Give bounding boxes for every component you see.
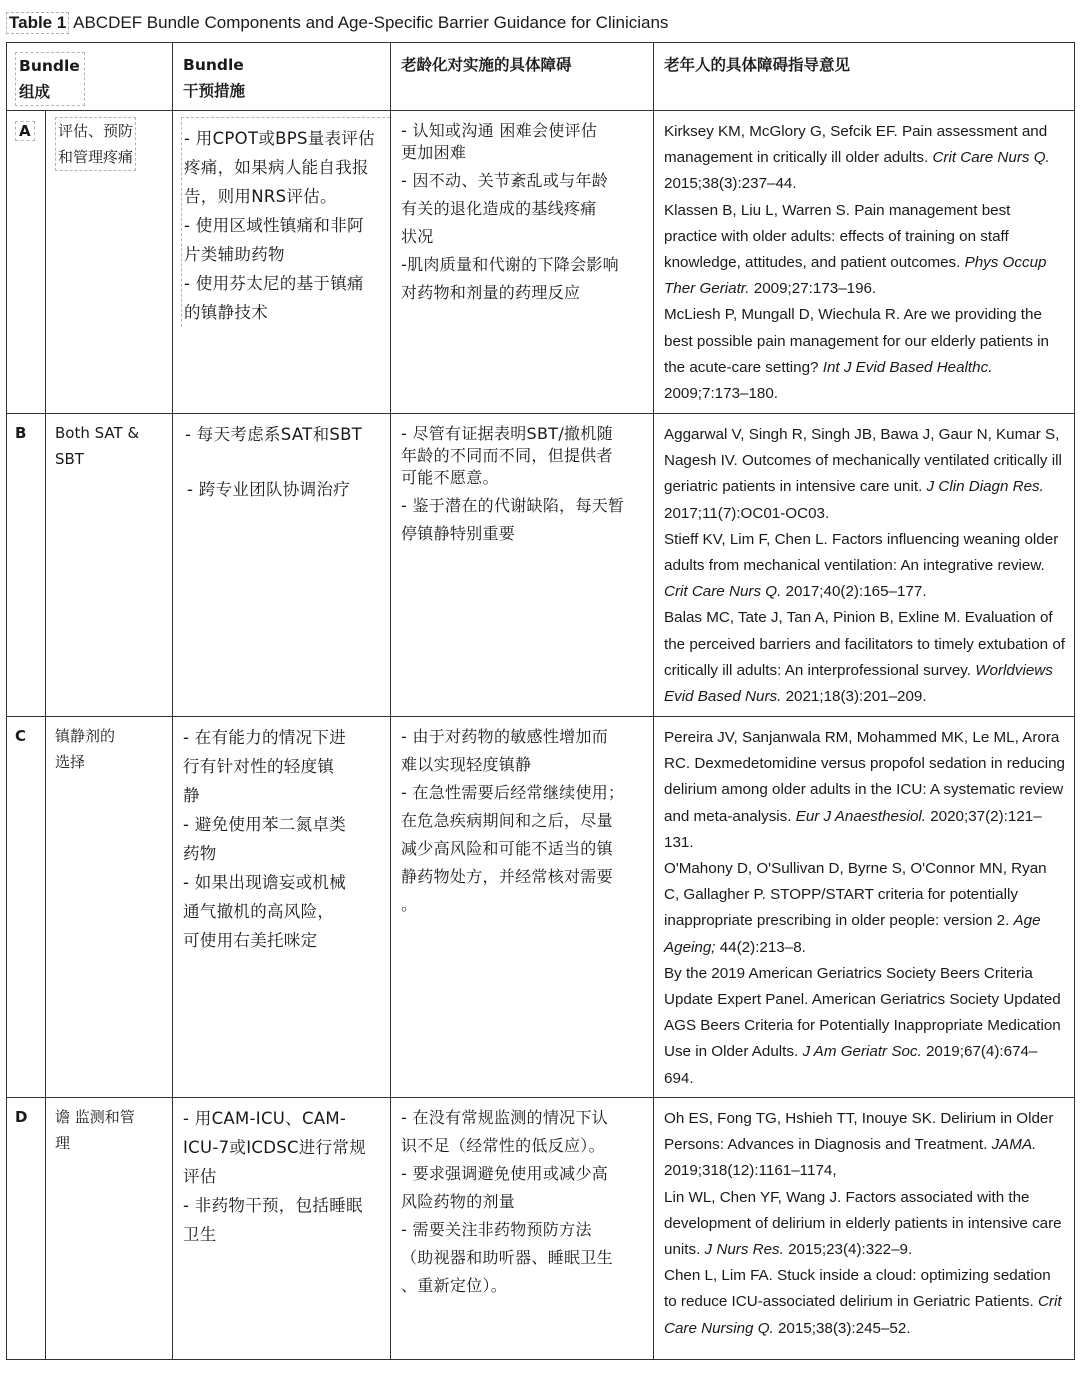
reference-cell (654, 414, 1075, 717)
component-line: 镇静剂的 (55, 727, 116, 745)
bundle-table (6, 42, 1075, 1360)
component-line: 和管理疼痛 (58, 148, 134, 166)
reference-citation: 44(2):213–8. (715, 938, 806, 956)
reference-item (664, 302, 1066, 407)
intervention-line: 卫生 (183, 1225, 217, 1244)
intervention-line (183, 449, 382, 475)
intervention-cell (173, 111, 391, 414)
component-name-box (55, 1104, 166, 1156)
row-letter (7, 111, 45, 141)
reference-citation: 2021;18(3):201–209. (781, 688, 927, 706)
intervention-line: - 避免使用苯二氮卓类 (183, 815, 346, 834)
intervention-line: - 每天考虑系SAT和SBT (185, 425, 363, 444)
header-barriers: 老龄化对实施的具体障碍 (391, 43, 654, 111)
component-line: 谵 监测和管 (55, 1108, 135, 1126)
barrier-line: 风险药物的剂量 (401, 1192, 516, 1211)
reference-citation: 2019;67(4):674–694. (664, 1043, 1038, 1087)
barrier-line: 对药物和剂量的药理反应 (401, 283, 581, 302)
barrier-list (391, 111, 653, 307)
intervention-line: ICU-7或ICDSC进行常规 (183, 1138, 367, 1157)
table-caption: ABCDEF Bundle Components and Age-Specific Barrier Guidance for Clinicians (73, 13, 669, 32)
reference-text: O'Mahony D, O'Sullivan D, Byrne S, O'Connor MN, Ryan C, Gallagher P. STOPP/START criteria for potentially inappropriate prescribing in older people: version 2. (664, 860, 1047, 930)
header-row (7, 43, 1075, 111)
intervention-line: - 跨专业团队协调治疗 (187, 480, 350, 499)
reference-item (664, 527, 1066, 606)
reference-list (654, 717, 1074, 1092)
header-component-line1: Bundle (19, 57, 80, 75)
barrier-cell (391, 111, 654, 414)
table-row (7, 414, 1075, 717)
component-name (45, 717, 172, 775)
component-line: 评估、预防 (58, 122, 134, 140)
barrier-line: - 在急性需要后经常继续使用； (401, 783, 625, 802)
header-intervention-line1: Bundle (183, 56, 244, 74)
reference-list (654, 1098, 1074, 1342)
barrier-list (391, 414, 653, 548)
reference-text: Lin WL, Chen YF, Wang J. Factors associated with the development of delirium in elderly patients in intensive care units. (664, 1188, 1062, 1259)
reference-text: Kirksey KM, McGlory G, Sefcik EF. Pain assessment and management in critically ill older adults. (664, 123, 1048, 167)
barrier-line: - 因不动、关节紊乱或与年龄 (401, 171, 609, 190)
barrier-line: 更加困难 (401, 143, 467, 162)
row-letter-wrap (7, 414, 46, 716)
component-name-box (55, 117, 136, 171)
component-line: 理 (55, 1134, 71, 1152)
component-line: SBT (55, 450, 84, 468)
row-letter (7, 717, 45, 745)
component-line: 选择 (55, 753, 86, 771)
row-letter-wrap (7, 1098, 46, 1359)
barrier-line: 、重新定位）。 (401, 1276, 508, 1295)
barrier-line: 难以实现轻度镇静 (401, 755, 532, 774)
row-letter (7, 414, 45, 442)
intervention-line: 片类辅助药物 (184, 245, 285, 264)
reference-text: Pereira JV, Sanjanwala RM, Mohammed MK, Le ML, Arora RC. Dexmedetomidine versus propofol sedation in reducing delirium among older adults in the ICU: A systematic review and meta-analysis. (664, 729, 1065, 825)
intervention-cell (173, 414, 391, 717)
reference-cell (654, 1098, 1075, 1360)
reference-citation: 2020;37(2):121–131. (664, 807, 1042, 851)
barrier-line: -肌肉质量和代谢的下降会影响 (401, 255, 619, 274)
reference-citation: 2015;23(4):322–9. (783, 1241, 913, 1259)
row-letter-text: A (15, 121, 35, 141)
intervention-line: - 如果出现谵妄或机械 (183, 873, 346, 892)
component-name (45, 414, 172, 472)
component-cell (7, 1098, 173, 1360)
reference-citation: 2017;40(2):165–177. (781, 583, 927, 601)
barrier-line: 在危急疾病期间和之后，尽量 (401, 811, 613, 830)
intervention-line: 静 (183, 786, 200, 805)
reference-journal: Crit Care Nurs Q. (664, 583, 782, 601)
reference-item (664, 198, 1066, 303)
reference-text: Klassen B, Liu L, Warren S. Pain management best practice with older adults: effects of training on staff knowledge, attitudes, and patient outcomes. (664, 201, 1011, 272)
reference-item (664, 961, 1066, 1092)
reference-item (664, 856, 1066, 961)
reference-cell (654, 717, 1075, 1098)
reference-citation: 2019;318(12):1161–1174, (664, 1162, 837, 1180)
component-name-box (55, 420, 166, 472)
reference-item (664, 422, 1066, 527)
intervention-list (173, 717, 390, 955)
table-label-box (6, 12, 69, 34)
reference-text: Aggarwal V, Singh R, Singh JB, Bawa J, Gaur N, Kumar S, Nagesh IV. Outcomes of mechanically ventilated critically ill geriatric patients in intensive care unit. (664, 426, 1062, 496)
reference-item (664, 119, 1066, 198)
intervention-line: - 用CPOT或BPS量表评估 (184, 129, 375, 148)
reference-journal: Eur J Anaesthesiol. (795, 807, 926, 825)
component-cell (7, 111, 173, 414)
barrier-line: - 在没有常规监测的情况下认 (401, 1108, 609, 1127)
reference-cell (654, 111, 1075, 414)
reference-item (664, 1263, 1066, 1342)
intervention-line: 通气撤机的高风险， (183, 902, 335, 921)
reference-item (664, 605, 1066, 710)
intervention-line: 的镇静技术 (184, 303, 268, 322)
barrier-line: 状况 (401, 227, 434, 246)
component-name (45, 1098, 172, 1156)
reference-journal: JAMA. (991, 1136, 1037, 1154)
row-letter-text: B (15, 424, 27, 442)
table-row (7, 717, 1075, 1098)
reference-text: Stieff KV, Lim F, Chen L. Factors influencing weaning older adults from mechanical ventilation: An integrative review. (664, 530, 1059, 575)
reference-journal: Phys Occup Ther Geriatr. (664, 254, 1047, 298)
intervention-line: 告，则用NRS评估。 (184, 187, 337, 206)
header-intervention (173, 43, 391, 111)
intervention-line: 药物 (183, 844, 217, 863)
barrier-line: - 鉴于潜在的代谢缺陷，每天暂 (401, 496, 625, 515)
row-letter-text: D (15, 1108, 28, 1126)
intervention-list (181, 117, 390, 327)
reference-list (654, 111, 1074, 407)
row-letter-wrap (7, 717, 46, 1097)
barrier-cell (391, 414, 654, 717)
row-letter (7, 1098, 45, 1126)
reference-journal: J Clin Diagn Res. (926, 478, 1044, 496)
reference-journal: Worldviews Evid Based Nurs. (664, 661, 1053, 706)
barrier-line: - 需要关注非药物预防方法 (401, 1220, 592, 1239)
reference-list (654, 414, 1074, 710)
component-cell (7, 414, 173, 717)
header-guidance: 老年人的具体障碍指导意见 (654, 43, 1075, 111)
reference-journal: J Am Geriatr Soc. (802, 1043, 922, 1061)
header-component-box (15, 52, 85, 106)
barrier-line: 静药物处方，并经常核对需要 (401, 867, 613, 886)
reference-item (664, 1185, 1066, 1264)
barrier-list (391, 1098, 653, 1300)
barrier-line: 有关的退化造成的基线疼痛 (401, 199, 597, 218)
barrier-line: 可能不愿意。 (401, 468, 499, 487)
barrier-cell (391, 717, 654, 1098)
table-label: Table 1 (9, 13, 67, 32)
row-letter-text: C (15, 727, 27, 745)
table-title (6, 12, 668, 34)
barrier-line: - 认知或沟通 困难会使评估 (401, 121, 598, 140)
intervention-line: - 非药物干预，包括睡眠 (183, 1196, 363, 1215)
barrier-line: - 由于对药物的敏感性增加而 (401, 727, 609, 746)
reference-citation: 2015;38(3):237–44. (664, 175, 797, 193)
reference-citation: 2017;11(7):OC01-OC03. (664, 504, 830, 522)
intervention-list (173, 1098, 390, 1249)
intervention-line: - 用CAM-ICU、CAM- (183, 1109, 347, 1128)
reference-journal: Age Ageing; (664, 912, 1041, 956)
header-intervention-line2: 干预措施 (183, 82, 246, 100)
intervention-cell (173, 717, 391, 1098)
barrier-line: - 要求强调避免使用或减少高 (401, 1164, 609, 1183)
component-name (45, 111, 172, 171)
component-line: Both SAT & (55, 424, 140, 442)
reference-item (664, 725, 1066, 856)
reference-citation: 2015;38(3):245–52. (773, 1319, 911, 1337)
reference-text: By the 2019 American Geriatrics Society Beers Criteria Update Expert Panel. American Geriatrics Society Updated AGS Beers Criteria for Potentially Inappropriate Medication Use in Older Adults. (664, 964, 1061, 1061)
barrier-line: 。 (401, 895, 418, 914)
intervention-line: 可使用右美托咪定 (183, 931, 318, 950)
barrier-line: - 尽管有证据表明SBT/撤机随 (401, 424, 613, 443)
reference-citation: 2009;7:173–180. (664, 385, 779, 403)
barrier-cell (391, 1098, 654, 1360)
intervention-line: 疼痛，如果病人能自我报 (184, 158, 369, 177)
intervention-list (173, 414, 390, 504)
reference-text: Chen L, Lim FA. Stuck inside a cloud: optimizing sedation to reduce ICU-associated delirium in Geriatric Patients. (664, 1267, 1051, 1311)
barrier-line: 停镇静特别重要 (401, 524, 516, 543)
component-cell (7, 717, 173, 1098)
intervention-line: - 使用芬太尼的基于镇痛 (184, 274, 364, 293)
reference-item (664, 1106, 1066, 1185)
intervention-line: - 使用区域性镇痛和非阿 (184, 216, 364, 235)
component-name-box (55, 723, 166, 775)
intervention-line: 行有针对性的轻度镇 (183, 757, 335, 776)
reference-text: Oh ES, Fong TG, Hshieh TT, Inouye SK. Delirium in Older Persons: Advances in Diagnosis and Treatment. (664, 1110, 1054, 1154)
reference-text: McLiesh P, Mungall D, Wiechula R. Are we providing the best possible pain management for our elderly patients in the acute-care setting? (664, 306, 1049, 376)
barrier-line: 减少高风险和可能不适当的镇 (401, 839, 613, 858)
reference-journal: J Nurs Res. (704, 1241, 784, 1259)
table-row (7, 111, 1075, 414)
reference-journal: Crit Care Nurs Q. (932, 149, 1050, 167)
table-row (7, 1098, 1075, 1360)
intervention-cell (173, 1098, 391, 1360)
barrier-line: 识不足（经常性的低反应）。 (401, 1136, 605, 1155)
reference-text: Balas MC, Tate J, Tan A, Pinion B, Exline M. Evaluation of the perceived barriers and facilitators to timely extubation of critically ill adults: An interprofessional survey. (664, 609, 1065, 679)
reference-journal: Int J Evid Based Healthc. (822, 358, 993, 376)
barrier-list (391, 717, 653, 919)
barrier-line: （助视器和助听器、睡眠卫生 (401, 1248, 613, 1267)
barrier-line: 年龄的不同而不同，但提供者 (401, 446, 613, 465)
intervention-line: - 在有能力的情况下进 (183, 728, 346, 747)
reference-journal: Crit Care Nursing Q. (664, 1293, 1062, 1337)
header-component-line2: 组成 (19, 83, 51, 101)
header-component (7, 43, 173, 111)
reference-citation: 2009;27:173–196. (749, 280, 877, 298)
intervention-line: 评估 (183, 1167, 217, 1186)
row-letter-wrap (7, 111, 46, 413)
